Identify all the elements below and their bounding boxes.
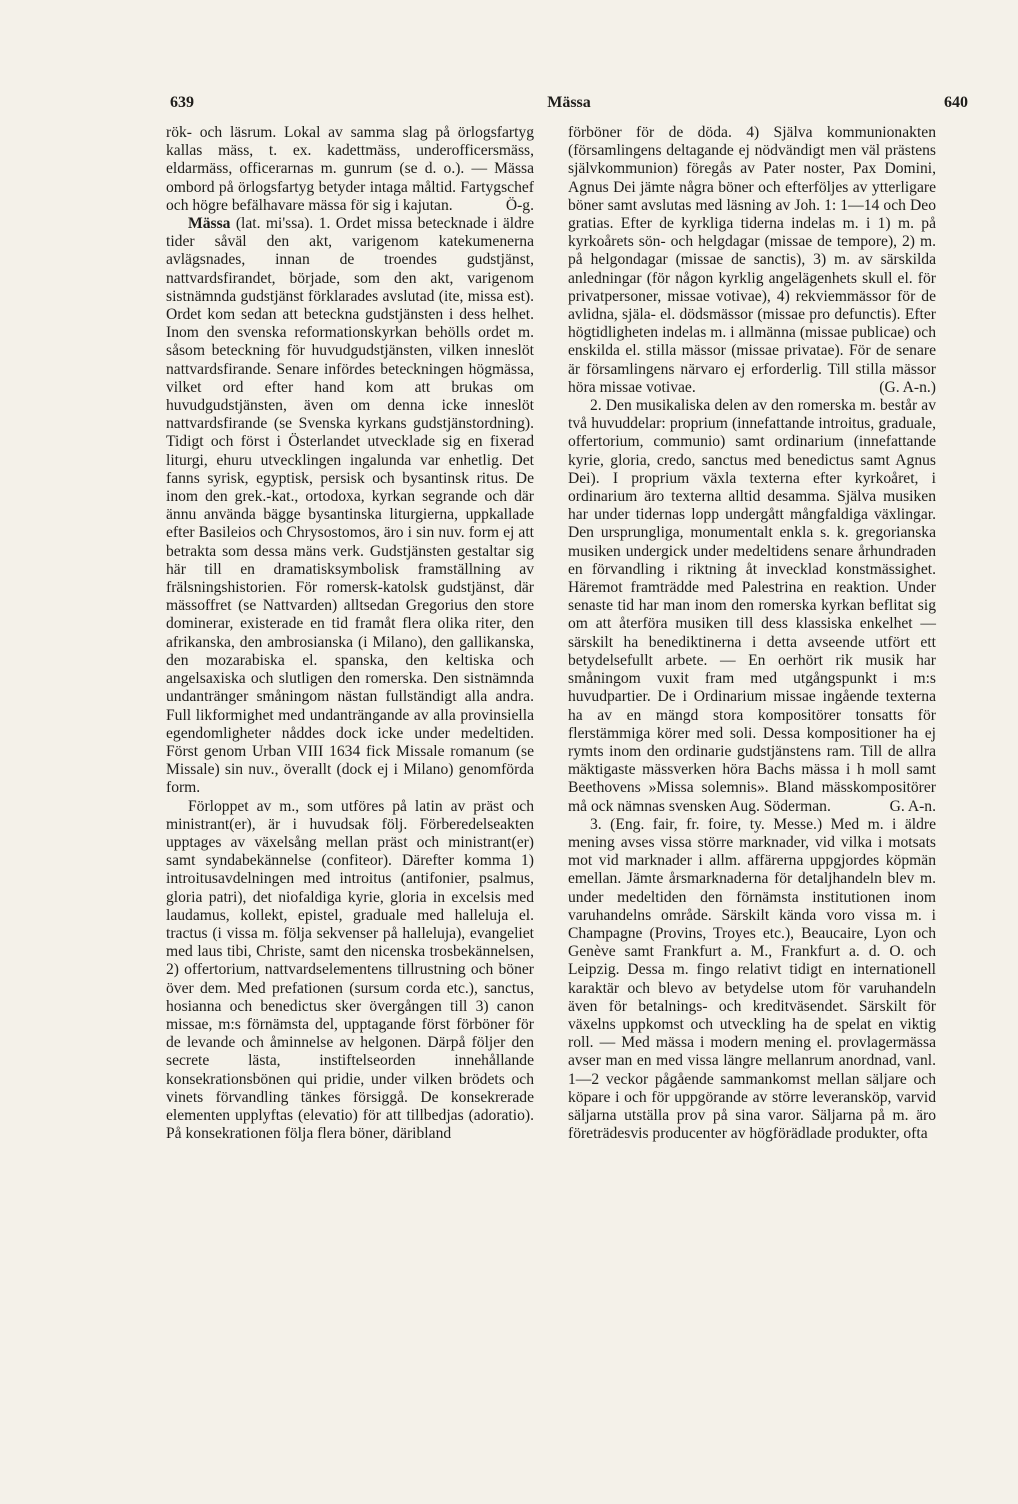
paragraph-text: rök- och läsrum. Lokal av samma slag på örlogsfartyg kallas mäss, t. ex. kadettmäss, underofficersmäss, eldarmäss, officerarnas m. gunrum (se d. o.). — Mässa ombord på örlogsfartyg betyder intaga måltid. Fartygschef och högre befälhavare mässa för sig i kajutan. [166, 124, 534, 214]
entry-headword: Mässa [188, 215, 231, 233]
right-column [568, 124, 936, 1143]
paragraph-text: förböner för de döda. 4) Själva kommunionakten (församlingens deltagande ej nödvändigt men väl prästens självkommunion) föregås av Pater noster, Pax Domini, Agnus Dei jämte några böner och efterföljes av ytterligare böner samt avslutas med läsning av Joh. 1: 1—14 och Deo gratias. Efter de kyrkliga tiderna indelas m. i 1) m. på kyrkoårets sön- och helgdagar (missae de tempore), 2) m. på helgondagar (missae de sanctis), 3) m. av särskilda anledningar (för någon kyrklig angelägenhets skull el. för privatpersoner, missae votivae), 4) rekviemmässor för de avlidna, själa- el. dödsmässor (missae pro defunctis). Efter högtidligheten indelas m. i allmänna (missae publicae) och enskilda el. stilla mässor (missae privatae). För de senare är församlingens närvaro ej erforderlig. Till stilla mässor höra missae votivae. [568, 124, 936, 396]
paragraph-mass-order: Förloppet av m., som utföres på latin av präst och ministrant(er), är i huvudsak följ. Förberedelseakten upptages av växelsång mellan präst och ministrant(er) samt syndabekännelse (confiteor). Därefter komma 1) introitusavdelningen med introitus (antifonier, psalmus, gloria patri), det niofaldiga kyrie, gloria in excelsis med laudamus, kollekt, epistel, graduale med halleluja el. tractus (i vissa m. följa sekvenser på halleluja), evangeliet med laus tibi, Christe, samt den nicenska trosbekännelsen, 2) offertorium, nattvardselementens tillrustning och böner över dem. Med prefationen (sursum corda etc.), sanctus, hosianna och benedictus sker övergången till 3) canon missae, m:s förnämsta del, upptagande först förböner för de levande och åminnelse av helgonen. Därpå följer den secrete lästa, instiftelseorden innehållande konsekrationsbönen qui pridie, under vilken brödets och vinets förvandling tänkes försiggå. De konsekrerade elementen upplyftas (elevatio) för att tillbedjas (adoratio). På konsekrationen följa flera böner, däribland [166, 797, 534, 1143]
paragraph-text: (lat. mi'ssa). 1. Ordet missa betecknade i äldre tider såväl den akt, varigenom katekumenerna avlägsnades, innan de troendes gudstjänst, nattvardsfirandet, började, som den akt, varigenom sistnämnda gudstjänst förklarades avslutad (ite, missa est). Ordet kom sedan att beteckna gudstjänsten i dess helhet. Inom den svenska reformationskyrkan behölls ordet m. såsom beteckning för huvudgudstjänsten, vilken inneslöt nattvardsfirande. Senare infördes beteckningen högmässa, vilket ord efter hand kom att brukas om huvudgudstjänsten, även om denna icke inneslöt nattvardsfirande (se Svenska kyrkans gudstjänstordning). Tidigt och först i Österlandet utvecklade sig en fixerad liturgi, ehuru utvecklingen ingalunda var enhetlig. Det fanns syrisk, egyptisk, persisk och bysantinsk ritus. De inom den grek.-kat., ortodoxa, kyrkan segrande och där ännu använda bägge bysantinska liturgierna, uppkallade efter Basileios och Chrysostomos, äro i sin nuv. form ej att betrakta som dessa mäns verk. Gudstjänsten gestaltar sig här till en dramatisksymbolisk framställning av frälsningshistorien. För romersk-katolsk gudstjänst, där mässoffret (se Nattvarden) alltsedan Gregorius den store dominerar, existerade en tid framåt flera olika riter, den afrikanska, den ambrosianska (i Milano), den gallikanska, den mozarabiska el. spanska, den keltiska och angelsaxiska och slutligen den romerska. Den sistnämnda undantränger småningom nästan fullständigt alla andra. Full likformighet med undanträngande av alla provinsiella egendomligheter nåddes dock icke under medeltiden. Först genom Urban VIII 1634 fick Missale romanum (se Missale) sin nuv., överallt (dock ej i Milano) genomförda form. [166, 215, 534, 797]
author-signature: G. A-n. [889, 797, 936, 815]
page-number-right: 640 [944, 94, 968, 111]
paragraph-mass-ship [166, 124, 534, 215]
page-header [170, 94, 968, 116]
author-signature: (G. A-n.) [879, 378, 936, 396]
author-signature: Ö-g. [505, 196, 534, 214]
paragraph-mass-types [568, 124, 936, 397]
running-title: Mässa [547, 94, 591, 111]
left-column [166, 124, 534, 1143]
paragraph-text: 2. Den musikaliska delen av den romerska m. består av två huvuddelar: proprium (innefattande introitus, graduale, offertorium, communio) samt ordinarium (innefattande kyrie, gloria, credo, sanctus med benedictus samt Agnus Dei). I proprium växla texterna efter kyrkoåret, i ordinarium äro texterna alltid desamma. Själva musiken har under tidernas lopp undergått mångfaldiga växlingar. Den ursprungliga, monumentalt enkla s. k. gregorianska musiken undergick under medeltidens senare århundraden en förvandling i riktning åt invecklad konstmässighet. Häremot framträdde med Palestrina en reaktion. Under senaste tid har man inom den romerska kyrkan beflitat sig om att återföra musiken till dess klassiska enkelhet — särskilt ha benediktinerna i detta avseende utfört ett betydelsefullt arbete. — En oerhört rik musik har småningom vuxit fram med utgångspunkt i m:s huvudpartier. De i Ordinarium missae ingående texterna ha av en mängd stora kompositörer tonsatts för flerstämmiga körer med soli. Dessa kompositioner ha ej rymts inom den ordinarie gudstjänstens ram. Till de allra mäktigaste mässverken höra Bachs mässa i h moll samt Beethovens »Missa solemnis». Bland mässkompositörer må ock nämnas svensken Aug. Söderman. [568, 397, 936, 815]
paragraph-mass-fair: 3. (Eng. fair, fr. foire, ty. Messe.) Med m. i äldre mening avses vissa större marknader, vid vilka i motsats mot vid marknader i allm. affärerna uppgjordes köpmän emellan. Jämte årsmarknaderna för detaljhandeln blev m. under medeltiden den förnämsta institutionen inom varuhandelns område. Särskilt kända voro vissa m. i Champagne (Provins, Troyes etc.), Beaucaire, Lyon och Genève samt Frankfurt a. M., Frankfurt a. d. O. och Leipzig. Dessa m. fingo relativt tidigt en internationell karaktär och blevo av betydelse utom för varuhandeln även för betalnings- och kreditväsendet. Särskilt för växelns uppkomst och utveckling ha de spelat en viktig roll. — Med mässa i modern mening el. provlagermässa avser man en med vissa längre mellanrum anordnad, vanl. 1—2 veckor pågående sammankomst mellan säljare och köpare i och för uppgörande av större leveransköp, varvid säljarna utställa prov på sina varor. Säljarna på m. äro företrädesvis producenter av högförädlade produkter, ofta [568, 815, 936, 1143]
paragraph-mass-liturgy [166, 215, 534, 798]
paragraph-mass-music [568, 397, 936, 816]
page-number-left: 639 [170, 94, 194, 111]
